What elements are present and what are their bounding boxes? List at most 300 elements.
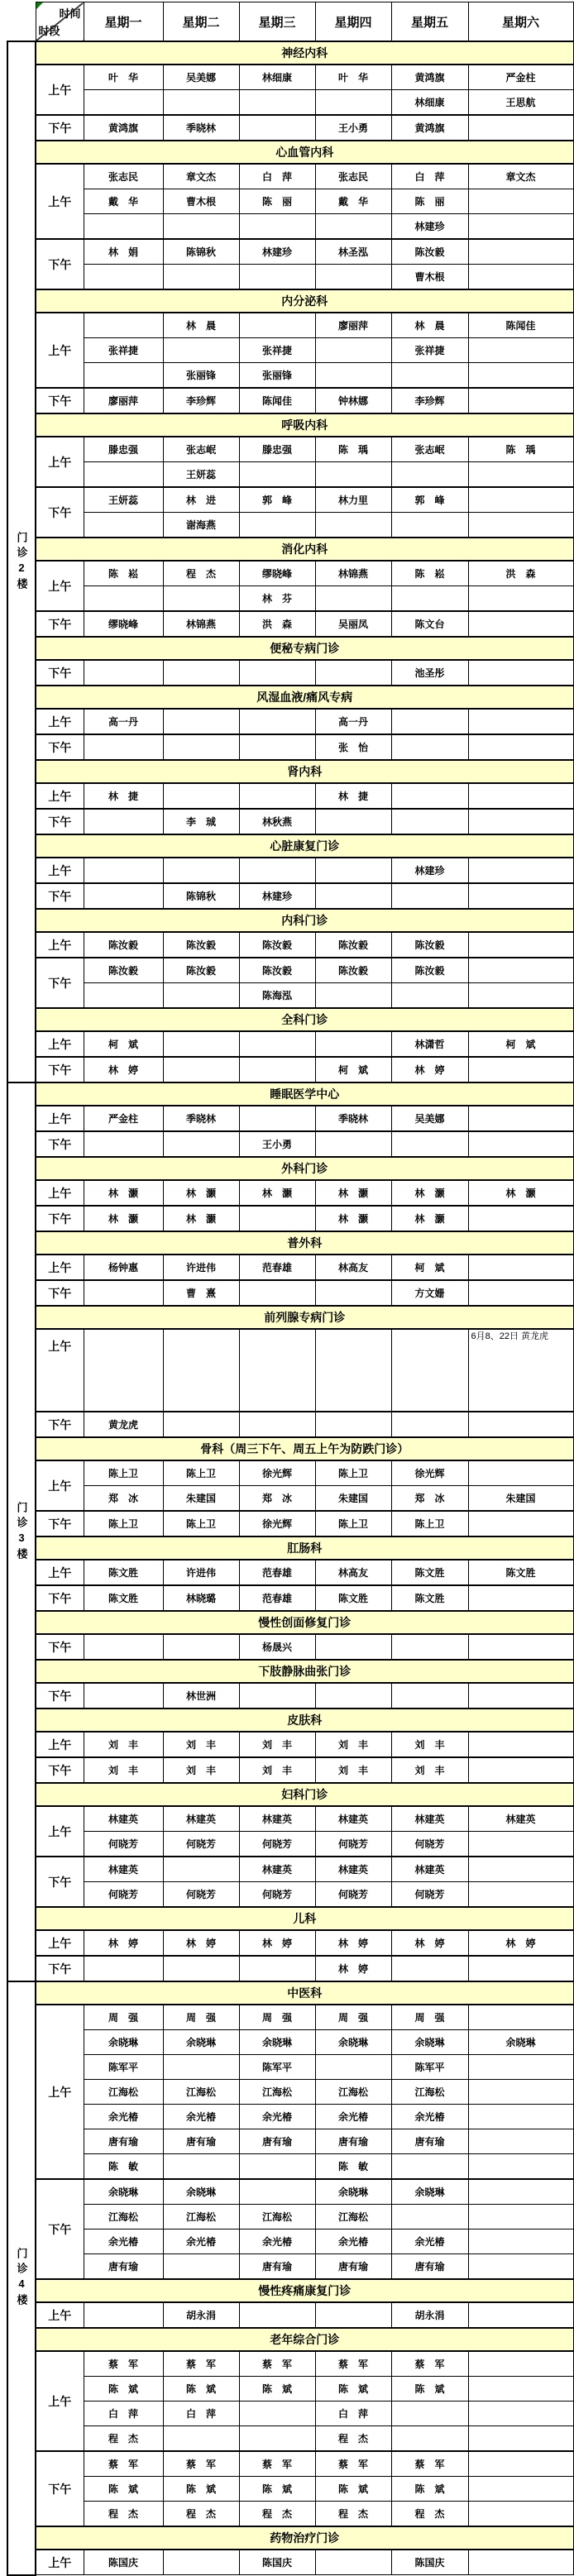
section-header: 心脏康复门诊 xyxy=(36,834,573,858)
schedule-cell: 陈军平 xyxy=(391,2055,468,2080)
schedule-cell xyxy=(468,2254,573,2280)
period-cell: 下午 xyxy=(36,1412,84,1437)
schedule-cell: 钟林娜 xyxy=(315,388,391,413)
schedule-cell: 陈 斌 xyxy=(315,2377,391,2402)
schedule-cell xyxy=(315,1031,391,1057)
schedule-cell xyxy=(468,1585,573,1611)
schedule-cell: 陈 瑀 xyxy=(468,437,573,462)
schedule-cell xyxy=(84,90,163,116)
section-header: 消化内科 xyxy=(36,538,573,561)
schedule-cell xyxy=(468,1857,573,1882)
schedule-cell: 余晓琳 xyxy=(239,2030,315,2055)
schedule-cell: 余光椿 xyxy=(84,2230,163,2254)
schedule-cell: 周 强 xyxy=(391,2005,468,2030)
day-header: 星期三 xyxy=(239,2,315,42)
schedule-cell: 季晓林 xyxy=(163,1106,239,1131)
schedule-cell: 林 婷 xyxy=(315,1930,391,1956)
schedule-cell xyxy=(239,90,315,116)
schedule-cell: 林 芬 xyxy=(239,586,315,612)
schedule-cell: 李珍辉 xyxy=(391,388,468,413)
schedule-cell: 刘 丰 xyxy=(84,1757,163,1783)
period-cell: 下午 xyxy=(36,1757,84,1783)
schedule-cell: 刘 丰 xyxy=(163,1757,239,1783)
schedule-cell: 白 萍 xyxy=(315,2402,391,2426)
schedule-cell: 陈国庆 xyxy=(391,2550,468,2575)
schedule-cell: 陈汝毅 xyxy=(391,932,468,958)
section-header: 皮肤科 xyxy=(36,1709,573,1732)
schedule-cell: 刘 丰 xyxy=(315,1732,391,1757)
period-cell: 下午 xyxy=(36,1511,84,1537)
schedule-cell: 陈 敏 xyxy=(315,2154,391,2180)
table-header xyxy=(7,2,573,42)
schedule-cell: 林 灏 xyxy=(84,1180,163,1206)
schedule-cell: 江海松 xyxy=(84,2080,163,2105)
schedule-cell xyxy=(163,1329,239,1412)
schedule-cell xyxy=(239,858,315,883)
schedule-cell xyxy=(468,388,573,413)
period-cell: 上午 xyxy=(36,2351,84,2451)
period-cell: 上午 xyxy=(36,2005,84,2179)
section-header: 中医科 xyxy=(36,1981,573,2005)
period-cell: 上午 xyxy=(36,2550,84,2575)
schedule-cell: 杨钟惠 xyxy=(84,1255,163,1280)
period-cell: 上午 xyxy=(36,1106,84,1131)
period-cell: 上午 xyxy=(36,1732,84,1757)
schedule-cell xyxy=(163,1634,239,1660)
period-cell: 上午 xyxy=(36,1560,84,1585)
schedule-cell xyxy=(468,611,573,637)
schedule-cell: 徐光辉 xyxy=(239,1460,315,1486)
period-cell: 上午 xyxy=(36,1180,84,1206)
schedule-cell: 林 捷 xyxy=(315,783,391,809)
schedule-cell: 张祥捷 xyxy=(391,338,468,363)
schedule-cell: 林潇哲 xyxy=(391,1031,468,1057)
schedule-cell xyxy=(239,313,315,338)
period-cell: 上午 xyxy=(36,932,84,958)
schedule-cell: 林建英 xyxy=(391,1806,468,1832)
schedule-cell: 何晓芳 xyxy=(84,1832,163,1857)
schedule-cell xyxy=(391,586,468,612)
schedule-cell: 陈国庆 xyxy=(239,2550,315,2575)
schedule-cell: 陈 斌 xyxy=(163,2477,239,2502)
schedule-cell: 吴美娜 xyxy=(163,65,239,90)
schedule-cell: 陈文胜 xyxy=(468,1560,573,1585)
floor-label: 门诊4楼 xyxy=(7,1981,36,2575)
section-header: 肾内科 xyxy=(36,760,573,783)
schedule-cell xyxy=(468,1412,573,1437)
schedule-cell: 林建英 xyxy=(468,1806,573,1832)
schedule-cell: 陈文胜 xyxy=(391,1585,468,1611)
schedule-cell: 陈 斌 xyxy=(239,2477,315,2502)
period-cell: 下午 xyxy=(36,1585,84,1611)
period-cell: 下午 xyxy=(36,1634,84,1660)
schedule-cell: 林 灏 xyxy=(239,1180,315,1206)
schedule-cell: 陈上卫 xyxy=(315,1460,391,1486)
schedule-cell xyxy=(468,2105,573,2129)
schedule-cell xyxy=(315,513,391,538)
section-header: 内科门诊 xyxy=(36,909,573,932)
schedule-cell: 林高友 xyxy=(315,1560,391,1585)
schedule-cell xyxy=(84,513,163,538)
schedule-cell xyxy=(315,1329,391,1412)
schedule-cell xyxy=(239,709,315,734)
period-cell: 下午 xyxy=(36,2451,84,2526)
schedule-cell: 何晓芳 xyxy=(163,1882,239,1908)
schedule-cell: 陈文胜 xyxy=(315,1585,391,1611)
period-cell: 上午 xyxy=(36,2302,84,2328)
schedule-cell xyxy=(391,2154,468,2180)
schedule-cell xyxy=(468,734,573,760)
day-header: 星期一 xyxy=(84,2,163,42)
schedule-cell: 叶 华 xyxy=(315,65,391,90)
schedule-cell xyxy=(468,858,573,883)
schedule-cell: 陈锦秋 xyxy=(163,883,239,909)
schedule-cell: 林晓璐 xyxy=(163,1585,239,1611)
period-cell: 下午 xyxy=(36,487,84,538)
schedule-cell xyxy=(468,115,573,141)
schedule-cell: 郑 冰 xyxy=(239,1486,315,1512)
schedule-cell: 陈军平 xyxy=(239,2055,315,2080)
schedule-cell xyxy=(468,239,573,265)
schedule-cell: 林建珍 xyxy=(391,858,468,883)
period-cell: 上午 xyxy=(36,783,84,809)
period-cell: 下午 xyxy=(36,883,84,909)
schedule-cell: 陈闻佳 xyxy=(239,388,315,413)
schedule-cell: 林 灏 xyxy=(315,1180,391,1206)
schedule-cell: 柯 斌 xyxy=(468,1031,573,1057)
schedule-cell: 黄龙虎 xyxy=(84,1412,163,1437)
schedule-cell: 张丽锋 xyxy=(239,363,315,389)
schedule-cell: 余光椿 xyxy=(315,2105,391,2129)
schedule-cell: 余晓琳 xyxy=(391,2030,468,2055)
floor-label: 门诊3楼 xyxy=(7,1082,36,1981)
schedule-cell: 蔡 军 xyxy=(391,2351,468,2377)
schedule-cell: 程 杰 xyxy=(391,2502,468,2527)
schedule-cell xyxy=(315,2055,391,2080)
schedule-cell xyxy=(84,586,163,612)
section-header: 肛肠科 xyxy=(36,1537,573,1560)
schedule-cell xyxy=(84,2302,163,2328)
period-cell: 下午 xyxy=(36,1206,84,1231)
schedule-cell xyxy=(315,363,391,389)
schedule-cell: 范春雄 xyxy=(239,1255,315,1280)
schedule-cell: 程 杰 xyxy=(163,2502,239,2527)
schedule-cell: 余光椿 xyxy=(84,2105,163,2129)
schedule-cell xyxy=(315,1634,391,1660)
schedule-cell: 林 婷 xyxy=(391,1930,468,1956)
schedule-cell: 张志岷 xyxy=(163,437,239,462)
schedule-cell: 林力里 xyxy=(315,487,391,513)
corner-label-period: 时段 xyxy=(38,25,60,37)
schedule-cell xyxy=(468,1280,573,1306)
schedule-cell xyxy=(468,487,573,513)
schedule-cell: 周 强 xyxy=(163,2005,239,2030)
schedule-cell: 王思航 xyxy=(468,90,573,116)
schedule-cell xyxy=(468,958,573,983)
schedule-cell: 余晓琳 xyxy=(84,2030,163,2055)
schedule-cell: 郑 冰 xyxy=(84,1486,163,1512)
schedule-cell: 陈 斌 xyxy=(163,2377,239,2402)
schedule-cell xyxy=(468,2302,573,2328)
schedule-cell: 张志岷 xyxy=(391,437,468,462)
schedule-cell xyxy=(239,734,315,760)
schedule-cell xyxy=(84,313,163,338)
schedule-cell xyxy=(468,1683,573,1709)
schedule-cell xyxy=(468,2377,573,2402)
schedule-cell: 张祥捷 xyxy=(84,338,163,363)
schedule-cell xyxy=(468,2205,573,2230)
schedule-cell xyxy=(163,983,239,1009)
schedule-cell xyxy=(468,265,573,290)
schedule-cell: 林 婷 xyxy=(315,1956,391,1981)
schedule-cell xyxy=(315,1280,391,1306)
section-header: 慢性创面修复门诊 xyxy=(36,1611,573,1634)
schedule-cell: 余光椿 xyxy=(239,2230,315,2254)
period-cell: 上午 xyxy=(36,164,84,239)
schedule-cell xyxy=(468,338,573,363)
schedule-cell: 戴 华 xyxy=(84,189,163,214)
schedule-cell xyxy=(391,1131,468,1157)
section-header: 前列腺专病门诊 xyxy=(36,1306,573,1329)
schedule-cell: 何晓芳 xyxy=(163,1832,239,1857)
schedule-cell: 朱建国 xyxy=(163,1486,239,1512)
schedule-cell: 林建英 xyxy=(163,1806,239,1832)
schedule-cell: 周 强 xyxy=(84,2005,163,2030)
schedule-cell xyxy=(468,2502,573,2527)
schedule-cell xyxy=(239,513,315,538)
schedule-cell: 蔡 军 xyxy=(391,2451,468,2477)
schedule-cell: 江海松 xyxy=(315,2080,391,2105)
schedule-cell: 王小勇 xyxy=(315,115,391,141)
schedule-cell: 蔡 军 xyxy=(315,2351,391,2377)
schedule-cell: 陈 斌 xyxy=(391,2377,468,2402)
period-cell: 上午 xyxy=(36,1460,84,1511)
day-header: 星期六 xyxy=(468,2,573,42)
period-cell: 下午 xyxy=(36,115,84,141)
period-cell: 下午 xyxy=(36,2179,84,2279)
schedule-cell: 林建英 xyxy=(84,1857,163,1882)
schedule-cell: 廖丽萍 xyxy=(84,388,163,413)
schedule-cell: 林 灏 xyxy=(163,1206,239,1231)
schedule-cell: 吴美娜 xyxy=(391,1106,468,1131)
schedule-cell xyxy=(468,983,573,1009)
corner-label-time: 时间 xyxy=(59,7,81,20)
schedule-cell: 林 娟 xyxy=(84,239,163,265)
period-cell: 下午 xyxy=(36,388,84,413)
schedule-cell: 郭 峰 xyxy=(239,487,315,513)
schedule-cell xyxy=(468,2055,573,2080)
schedule-cell: 刘 丰 xyxy=(239,1732,315,1757)
schedule-cell: 高一丹 xyxy=(84,709,163,734)
schedule-cell: 江海松 xyxy=(315,2205,391,2230)
schedule-cell: 江海松 xyxy=(163,2080,239,2105)
section-header: 老年综合门诊 xyxy=(36,2328,573,2351)
schedule-cell: 李 珹 xyxy=(163,809,239,834)
schedule-cell xyxy=(315,1683,391,1709)
schedule-cell xyxy=(315,338,391,363)
schedule-cell: 程 杰 xyxy=(84,2502,163,2527)
schedule-cell xyxy=(391,462,468,488)
schedule-cell: 叶 华 xyxy=(84,65,163,90)
schedule-cell: 余光椿 xyxy=(163,2105,239,2129)
schedule-cell: 余晓琳 xyxy=(84,2179,163,2205)
schedule-cell: 何晓芳 xyxy=(315,1882,391,1908)
schedule-cell: 陈上卫 xyxy=(163,1460,239,1486)
period-cell: 下午 xyxy=(36,809,84,834)
schedule-cell: 陈 瑀 xyxy=(315,437,391,462)
schedule-cell xyxy=(468,1057,573,1082)
schedule-cell: 林 婷 xyxy=(239,1930,315,1956)
schedule-cell: 江海松 xyxy=(84,2205,163,2230)
section-header: 便秘专病门诊 xyxy=(36,637,573,660)
schedule-cell xyxy=(163,2154,239,2180)
schedule-cell: 唐有瑜 xyxy=(391,2129,468,2154)
schedule-cell: 曹木根 xyxy=(163,189,239,214)
schedule-cell: 蔡 军 xyxy=(315,2451,391,2477)
schedule-cell xyxy=(391,2205,468,2230)
schedule-cell xyxy=(468,1832,573,1857)
schedule-cell xyxy=(468,1131,573,1157)
schedule-cell: 陈 丽 xyxy=(239,189,315,214)
schedule-cell: 林建英 xyxy=(84,1806,163,1832)
schedule-cell: 许进伟 xyxy=(163,1255,239,1280)
schedule-cell xyxy=(468,1106,573,1131)
schedule-cell: 林 灏 xyxy=(468,1180,573,1206)
schedule-cell xyxy=(468,709,573,734)
schedule-cell: 郑 冰 xyxy=(391,1486,468,1512)
schedule-cell: 陈汝毅 xyxy=(84,958,163,983)
schedule-cell: 余光椿 xyxy=(391,2230,468,2254)
schedule-cell xyxy=(163,265,239,290)
schedule-cell: 程 杰 xyxy=(315,2502,391,2527)
schedule-cell: 戴 华 xyxy=(315,189,391,214)
section-header: 心血管内科 xyxy=(36,141,573,164)
schedule-cell xyxy=(391,2402,468,2426)
schedule-table xyxy=(7,2,574,2576)
schedule-cell: 王妍蕊 xyxy=(163,462,239,488)
schedule-cell: 唐有瑜 xyxy=(239,2129,315,2154)
schedule-cell: 陈闻佳 xyxy=(468,313,573,338)
schedule-cell: 陈上卫 xyxy=(315,1511,391,1537)
schedule-cell: 杨晟兴 xyxy=(239,1634,315,1660)
schedule-cell xyxy=(468,1882,573,1908)
period-cell: 下午 xyxy=(36,611,84,637)
schedule-cell xyxy=(315,462,391,488)
schedule-cell xyxy=(468,2351,573,2377)
schedule-cell: 林 灏 xyxy=(391,1206,468,1231)
period-cell: 下午 xyxy=(36,1683,84,1709)
schedule-cell: 陈 斌 xyxy=(239,2377,315,2402)
period-cell: 上午 xyxy=(36,1329,84,1412)
schedule-cell: 林 进 xyxy=(163,487,239,513)
schedule-cell xyxy=(239,115,315,141)
section-header: 普外科 xyxy=(36,1231,573,1255)
corner-cell xyxy=(36,2,84,42)
schedule-cell xyxy=(468,1460,573,1486)
schedule-cell: 白 萍 xyxy=(163,2402,239,2426)
schedule-cell: 唐有瑜 xyxy=(315,2129,391,2154)
schedule-cell: 刘 丰 xyxy=(163,1732,239,1757)
schedule-cell xyxy=(239,1412,315,1437)
schedule-cell xyxy=(239,1683,315,1709)
schedule-cell xyxy=(163,1057,239,1082)
schedule-cell: 朱建国 xyxy=(468,1486,573,1512)
schedule-cell xyxy=(163,214,239,240)
schedule-cell: 陈汝毅 xyxy=(84,932,163,958)
schedule-cell: 陈 崧 xyxy=(84,561,163,586)
schedule-cell: 林秋燕 xyxy=(239,809,315,834)
schedule-cell xyxy=(84,265,163,290)
schedule-cell xyxy=(315,214,391,240)
schedule-cell xyxy=(239,1329,315,1412)
schedule-cell: 林建英 xyxy=(239,1857,315,1882)
period-cell: 下午 xyxy=(36,1057,84,1082)
schedule-cell: 严金柱 xyxy=(468,65,573,90)
schedule-cell: 林 晨 xyxy=(391,313,468,338)
schedule-cell: 吴丽凤 xyxy=(315,611,391,637)
schedule-cell: 王小勇 xyxy=(239,1131,315,1157)
period-cell: 上午 xyxy=(36,1255,84,1280)
schedule-cell: 林圣泓 xyxy=(315,239,391,265)
schedule-cell: 林世洲 xyxy=(163,1683,239,1709)
schedule-cell: 林锦燕 xyxy=(163,611,239,637)
schedule-cell xyxy=(391,734,468,760)
schedule-cell: 林 婷 xyxy=(163,1930,239,1956)
schedule-cell xyxy=(468,1634,573,1660)
day-header: 星期二 xyxy=(163,2,239,42)
schedule-cell xyxy=(163,858,239,883)
schedule-cell xyxy=(468,883,573,909)
schedule-cell: 江海松 xyxy=(391,2080,468,2105)
period-cell: 下午 xyxy=(36,1956,84,1981)
schedule-cell xyxy=(84,363,163,389)
schedule-cell xyxy=(315,265,391,290)
schedule-cell: 林高友 xyxy=(315,1255,391,1280)
selection-corner-icon xyxy=(36,2,43,9)
schedule-cell xyxy=(239,2154,315,2180)
schedule-cell: 曹 熹 xyxy=(163,1280,239,1306)
schedule-cell: 6月8、22日 黄龙虎 xyxy=(468,1329,573,1412)
schedule-cell: 陈军平 xyxy=(84,2055,163,2080)
schedule-cell xyxy=(239,1031,315,1057)
schedule-cell: 刘 丰 xyxy=(84,1732,163,1757)
corner-spacer xyxy=(7,2,36,42)
schedule-cell: 林建珍 xyxy=(239,883,315,909)
schedule-cell xyxy=(84,1280,163,1306)
schedule-cell xyxy=(239,2179,315,2205)
section-header: 睡眠医学中心 xyxy=(36,1082,573,1106)
schedule-cell xyxy=(468,2230,573,2254)
day-header: 星期五 xyxy=(391,2,468,42)
schedule-cell xyxy=(239,1280,315,1306)
schedule-cell: 曹木根 xyxy=(391,265,468,290)
schedule-cell xyxy=(391,363,468,389)
schedule-cell: 谢海燕 xyxy=(163,513,239,538)
schedule-cell: 柯 斌 xyxy=(391,1255,468,1280)
schedule-cell: 程 杰 xyxy=(315,2426,391,2452)
schedule-cell: 陈 斌 xyxy=(84,2477,163,2502)
schedule-cell: 张丽锋 xyxy=(163,363,239,389)
schedule-cell xyxy=(391,513,468,538)
schedule-cell xyxy=(239,783,315,809)
schedule-cell: 滕忠强 xyxy=(84,437,163,462)
schedule-cell xyxy=(468,2179,573,2205)
schedule-cell xyxy=(468,1206,573,1231)
schedule-cell: 刘 丰 xyxy=(391,1732,468,1757)
schedule-cell xyxy=(84,1131,163,1157)
schedule-cell: 林 婷 xyxy=(391,1057,468,1082)
schedule-cell: 陈文胜 xyxy=(84,1560,163,1585)
